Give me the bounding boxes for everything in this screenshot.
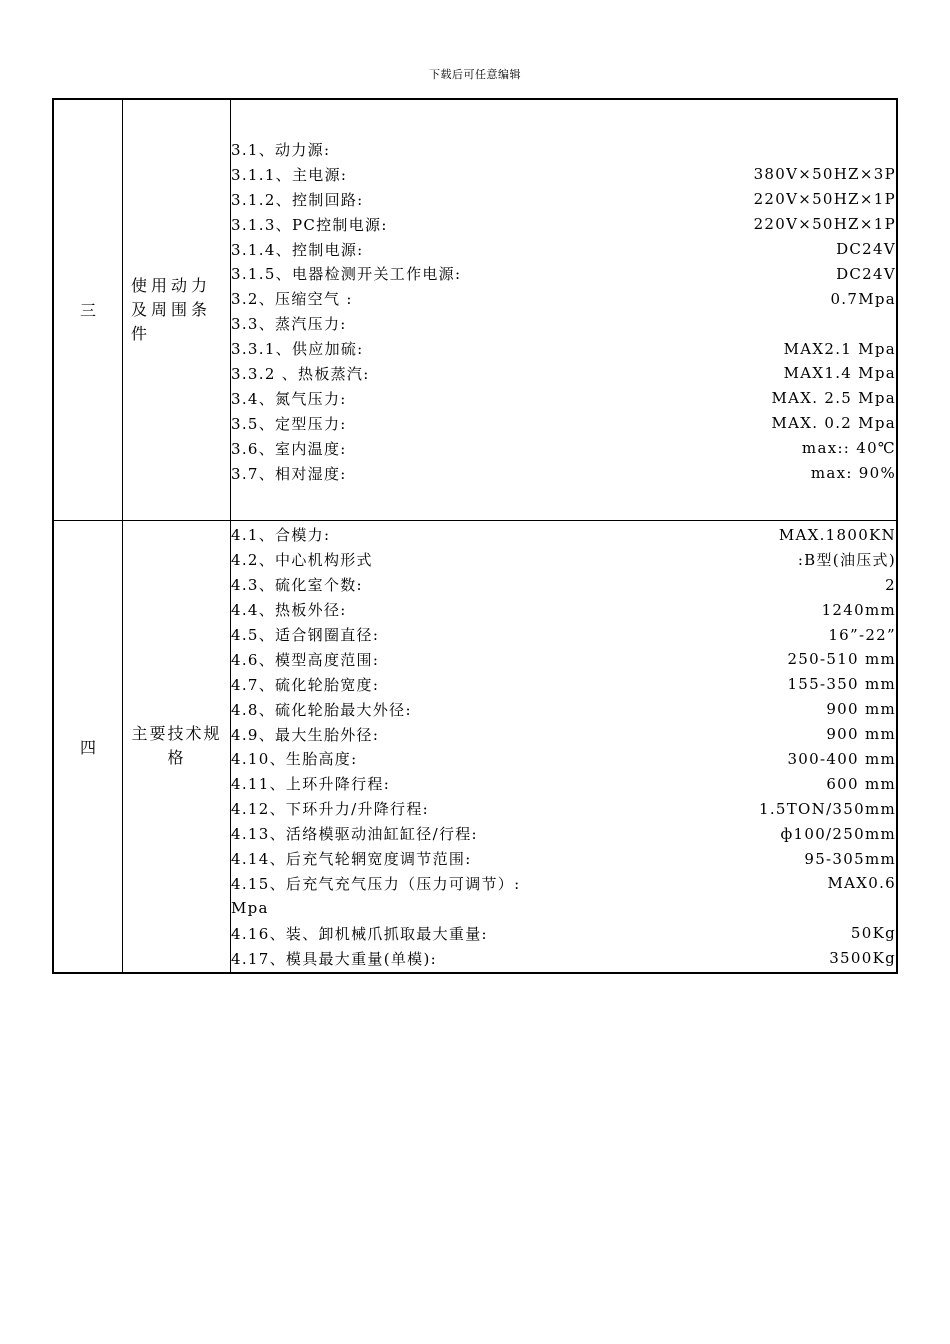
spec-list-3	[231, 100, 896, 519]
spec-label: 4.12、下环升力/升降行程:	[231, 800, 430, 819]
spec-label: 4.17、模具最大重量(单模):	[231, 949, 437, 968]
spec-row	[231, 697, 896, 722]
spec-value: 220V×50HZ×1P	[753, 190, 896, 209]
spec-label: 3.4、氮气压力:	[231, 389, 347, 408]
spec-label: 3.1.1、主电源:	[231, 165, 348, 184]
spec-value: MAX1.4 Mpa	[783, 364, 896, 383]
spec-row	[231, 946, 896, 971]
spec-label: 3.7、相对湿度:	[231, 464, 347, 483]
section-row-3	[53, 99, 897, 520]
spec-row	[231, 523, 896, 548]
spec-row	[231, 162, 896, 187]
spec-label: 4.13、活络模驱动油缸缸径/行程:	[231, 825, 478, 844]
spec-label: 3.3.2 、热板蒸汽:	[231, 364, 370, 383]
spec-row	[231, 747, 896, 772]
spec-label: 4.2、中心机构形式	[231, 551, 373, 570]
spec-value: max:: 40℃	[801, 439, 896, 458]
spec-row	[231, 597, 896, 622]
spec-row	[231, 311, 896, 336]
section-row-4	[53, 520, 897, 973]
spec-value: DC24V	[836, 240, 896, 259]
spec-row	[231, 237, 896, 262]
spec-row	[231, 461, 896, 486]
spec-row	[231, 411, 896, 436]
spec-row	[231, 187, 896, 212]
spec-value: 250-510 mm	[787, 650, 896, 669]
spec-label: 4.10、生胎高度:	[231, 750, 358, 769]
spec-row	[231, 137, 896, 162]
spec-label: 4.1、合模力:	[231, 526, 331, 545]
spec-value: max: 90%	[810, 464, 896, 483]
spec-value: 220V×50HZ×1P	[753, 215, 896, 234]
spec-label: 4.3、硫化室个数:	[231, 576, 363, 595]
spec-row	[231, 921, 896, 946]
spec-value: MAX0.6	[827, 874, 896, 893]
spec-row	[231, 871, 896, 896]
spec-label: 3.5、定型压力:	[231, 414, 347, 433]
spec-label: 4.4、热板外径:	[231, 601, 347, 620]
spec-value: DC24V	[836, 264, 896, 283]
section-category-cell	[123, 99, 231, 520]
spec-label: 3.1.2、控制回路:	[231, 190, 364, 209]
spec-row	[231, 336, 896, 361]
spec-value: 50Kg	[850, 924, 896, 943]
spec-value: 600 mm	[826, 774, 896, 793]
spec-row	[231, 771, 896, 796]
spec-value: 900 mm	[826, 700, 896, 719]
spec-row	[231, 647, 896, 672]
spec-row	[231, 796, 896, 821]
spec-table	[52, 98, 898, 974]
section-content	[231, 520, 898, 973]
spec-row	[231, 261, 896, 286]
spec-value: 300-400 mm	[787, 749, 896, 768]
spec-label: 3.6、室内温度:	[231, 439, 347, 458]
spec-label: 4.11、上环升降行程:	[231, 775, 391, 794]
spec-value: 155-350 mm	[787, 675, 896, 694]
spec-row	[231, 622, 896, 647]
spec-value: MAX. 0.2 Mpa	[771, 414, 896, 433]
spec-label: 3.1.4、控制电源:	[231, 240, 364, 259]
spec-label: 4.9、最大生胎外径:	[231, 725, 380, 744]
spec-label: 3.1.3、PC控制电源:	[231, 215, 388, 234]
spec-value: MAX. 2.5 Mpa	[771, 389, 896, 408]
spec-label: 4.7、硫化轮胎宽度:	[231, 675, 380, 694]
spec-value: 0.7Mpa	[830, 289, 896, 308]
spec-value-continued: Mpa	[231, 898, 269, 917]
spec-value: :B型(油压式)	[797, 551, 896, 570]
spec-value: 95-305mm	[804, 849, 896, 868]
spec-label: 3.3、蒸汽压力:	[231, 315, 347, 334]
spec-value: MAX2.1 Mpa	[783, 339, 896, 358]
spec-row	[231, 547, 896, 572]
spec-label: 3.2、压缩空气 :	[231, 290, 353, 309]
spec-value: 900 mm	[826, 725, 896, 744]
spec-value: 16”-22”	[828, 625, 896, 644]
spec-label: 3.1、动力源:	[231, 140, 331, 159]
spec-row	[231, 722, 896, 747]
spec-label: 4.16、装、卸机械爪抓取最大重量:	[231, 924, 488, 943]
spec-value: 2	[885, 575, 896, 594]
spec-row	[231, 286, 896, 311]
spec-label: 4.8、硫化轮胎最大外径:	[231, 700, 412, 719]
spec-label: 3.1.5、电器检测开关工作电源:	[231, 265, 462, 284]
section-number: 三	[53, 99, 123, 520]
spec-row	[231, 386, 896, 411]
section-category: 使用动力及周围条件	[131, 275, 212, 343]
section-category: 主要技术规格	[131, 724, 222, 768]
spec-label: 3.3.1、供应加硫:	[231, 340, 364, 359]
section-number: 四	[53, 520, 123, 973]
spec-row	[231, 821, 896, 846]
spec-value: 1.5TON/350mm	[758, 799, 896, 818]
spec-label: 4.14、后充气轮辋宽度调节范围:	[231, 850, 472, 869]
spec-value: 3500Kg	[829, 949, 896, 968]
page-header-note: 下载后可任意编辑	[429, 68, 521, 81]
spec-label: 4.15、后充气充气压力（压力可调节）:	[231, 874, 521, 893]
spec-row	[231, 846, 896, 871]
spec-row	[231, 672, 896, 697]
spec-row	[231, 436, 896, 461]
spec-row	[231, 572, 896, 597]
spec-row	[231, 212, 896, 237]
spec-label: 4.6、模型高度范围:	[231, 650, 380, 669]
spec-value: MAX.1800KN	[778, 525, 896, 544]
spec-value: 380V×50HZ×3P	[753, 165, 896, 184]
section-category-cell	[123, 520, 231, 973]
section-content	[231, 99, 898, 520]
spec-label: 4.5、适合钢圈直径:	[231, 626, 380, 644]
spec-row	[231, 361, 896, 386]
spec-value: 1240mm	[821, 600, 896, 619]
spec-list-4	[231, 521, 896, 972]
spec-value: ф100/250mm	[780, 824, 896, 843]
